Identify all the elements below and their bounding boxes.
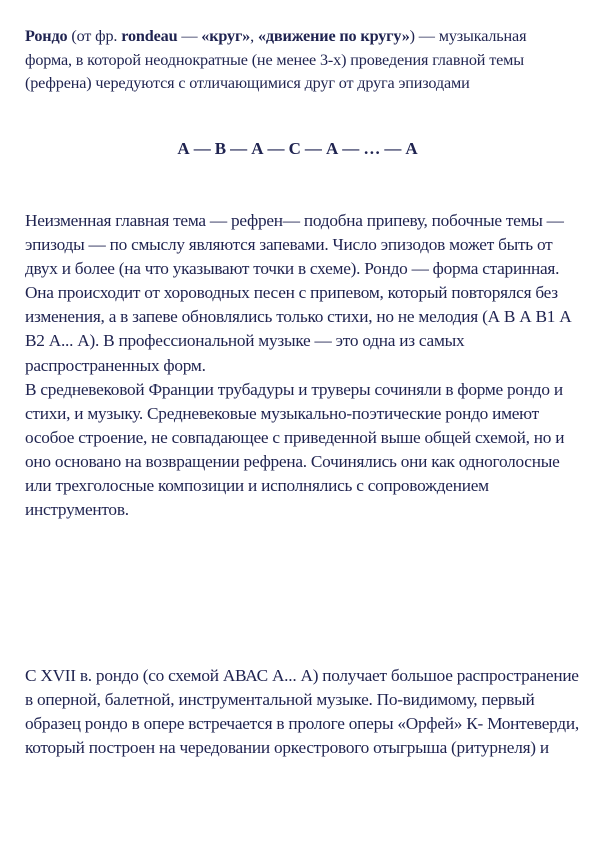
definition-paragraph — [25, 25, 573, 96]
term-rondo: Рондо — [25, 27, 68, 45]
definition-text: — — [177, 27, 202, 45]
definition-text: (от фр. — [67, 27, 122, 45]
form-scheme: А — В — А — С — А — … — А — [177, 139, 418, 158]
text-block — [25, 209, 580, 522]
paragraph-medieval: В средневековой Франции трубадуры и труверы сочиняли в форме рондо и стихи, и музыку. Средневековые музыкально-поэтические рондо имеют особое строение, не совпадающее с приведенной выше общей схемой, но и оно основано на возвращении рефрена. Сочинялись они как одноголосные или трехголосные композиции и исполнялись с сопровождением инструментов. — [25, 379, 565, 520]
french-word: rondeau — [121, 27, 178, 45]
meaning-circular-motion: «движение по кругу» — [257, 27, 410, 45]
paragraph-17th-century: С XVII в. рондо (со схемой АВАС А... А) получает большое распространение в оперной, балетной, инструментальной музыке. По-видимому, первый образец рондо в опере встречается в прологе оперы «Орфей» К- Монтеверди, который построен на чередовании оркестрового отыгрыша (ритурнеля) и — [25, 666, 579, 758]
paragraph-refrain: Неизменная главная тема — рефрен— подобна припеву, побочные темы — эпизоды — по смыслу являются запевами. Число эпизодов может быть от двух и более (на что указывают точки в схеме). Рондо — форма старинная. Она происходит от хороводных песен с припевом, который повторялся без изменения, а в запеве обновлялись только стихи, но не мелодия (А В А В1 А В2 А... А). В профессиональной музыке — это одна из самых распространенных форм. — [25, 211, 572, 375]
definition-text: ) — музыкальная форма, в которой неоднократные (не менее 3-х) проведения главной темы (рефрена) чередуются с отличающимися друг от друга эпизодами — [25, 27, 527, 92]
text-block — [25, 664, 580, 760]
definition-text: , — [250, 27, 258, 45]
meaning-circle: «круг» — [201, 27, 251, 45]
